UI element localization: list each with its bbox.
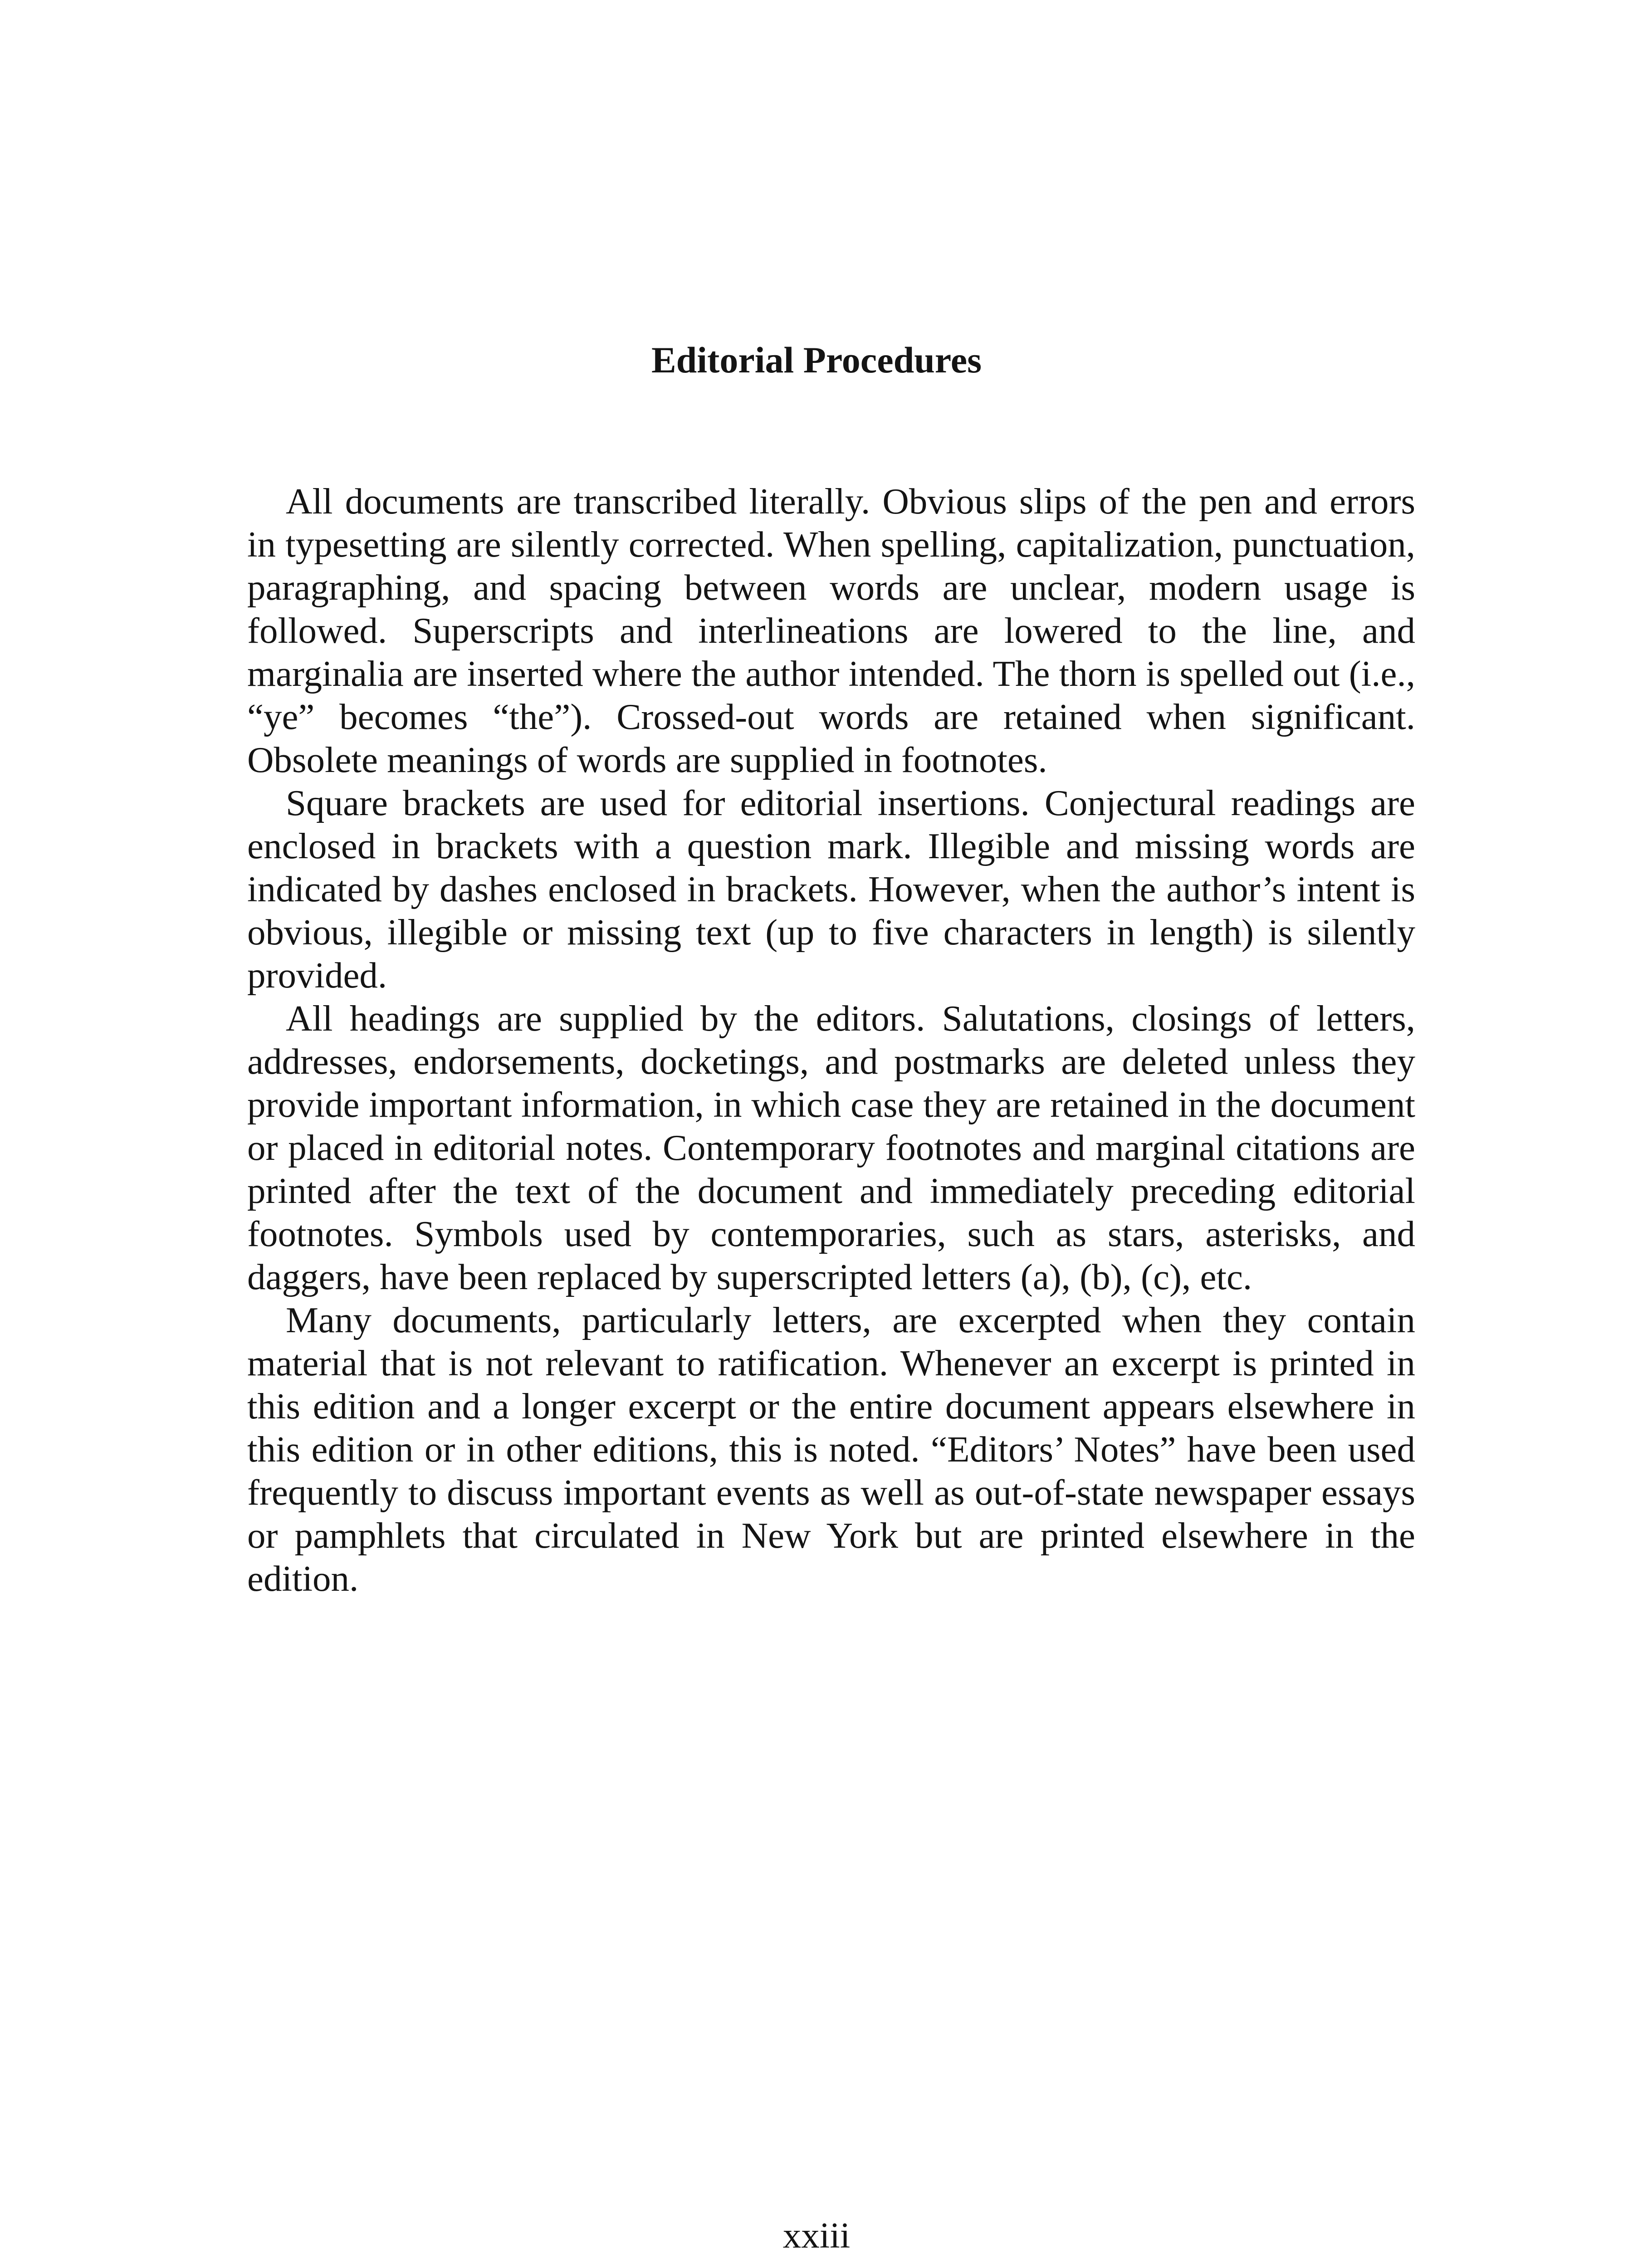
paragraph-brackets: Square brackets are used for editorial insertions. Conjectural readings are enclosed in brackets with a question mark. Illegible and missing words are indicated by dashes enclosed in brackets. However, when the author’s intent is obvious, illegible or missing text (up to five characters in length) is silently provided. bbox=[247, 782, 1415, 996]
body-text bbox=[247, 480, 1415, 1600]
page-title: Editorial Procedures bbox=[651, 339, 982, 381]
paragraph-excerpts: Many documents, particularly letters, are excerpted when they contain material that is not relevant to ratification. Whenever an excerpt is printed in this edition and a longer excerpt or the entire document appears elsewhere in this edition or in other editions, this is noted. “Editors’ Notes” have been used frequently to discuss important events as well as out-of-state newspaper essays or pamphlets that circulated in New York but are printed elsewhere in the edition. bbox=[247, 1300, 1415, 1599]
paragraph-headings: All headings are supplied by the editors. Salutations, closings of letters, addresses, endorsements, docketings, and postmarks are deleted unless they provide important information, in which case they are retained in the document or placed in editorial notes. Contemporary footnotes and marginal citations are printed after the text of the document and immediately preceding editorial footnotes. Symbols used by contemporaries, such as stars, asterisks, and daggers, have been replaced by superscripted letters (a), (b), (c), etc. bbox=[247, 998, 1415, 1297]
paragraph-transcription: All documents are transcribed literally. Obvious slips of the pen and errors in typesetting are silently corrected. When spelling, capitalization, punctuation, paragraphing, and spacing between words are unclear, modern usage is followed. Superscripts and interlineations are lowered to the line, and marginalia are inserted where the author intended. The thorn is spelled out (i.e., “ye” becomes “the”). Crossed-out words are retained when significant. Obsolete meanings of words are supplied in footnotes. bbox=[247, 481, 1415, 780]
page-number: xxiii bbox=[782, 2215, 851, 2256]
